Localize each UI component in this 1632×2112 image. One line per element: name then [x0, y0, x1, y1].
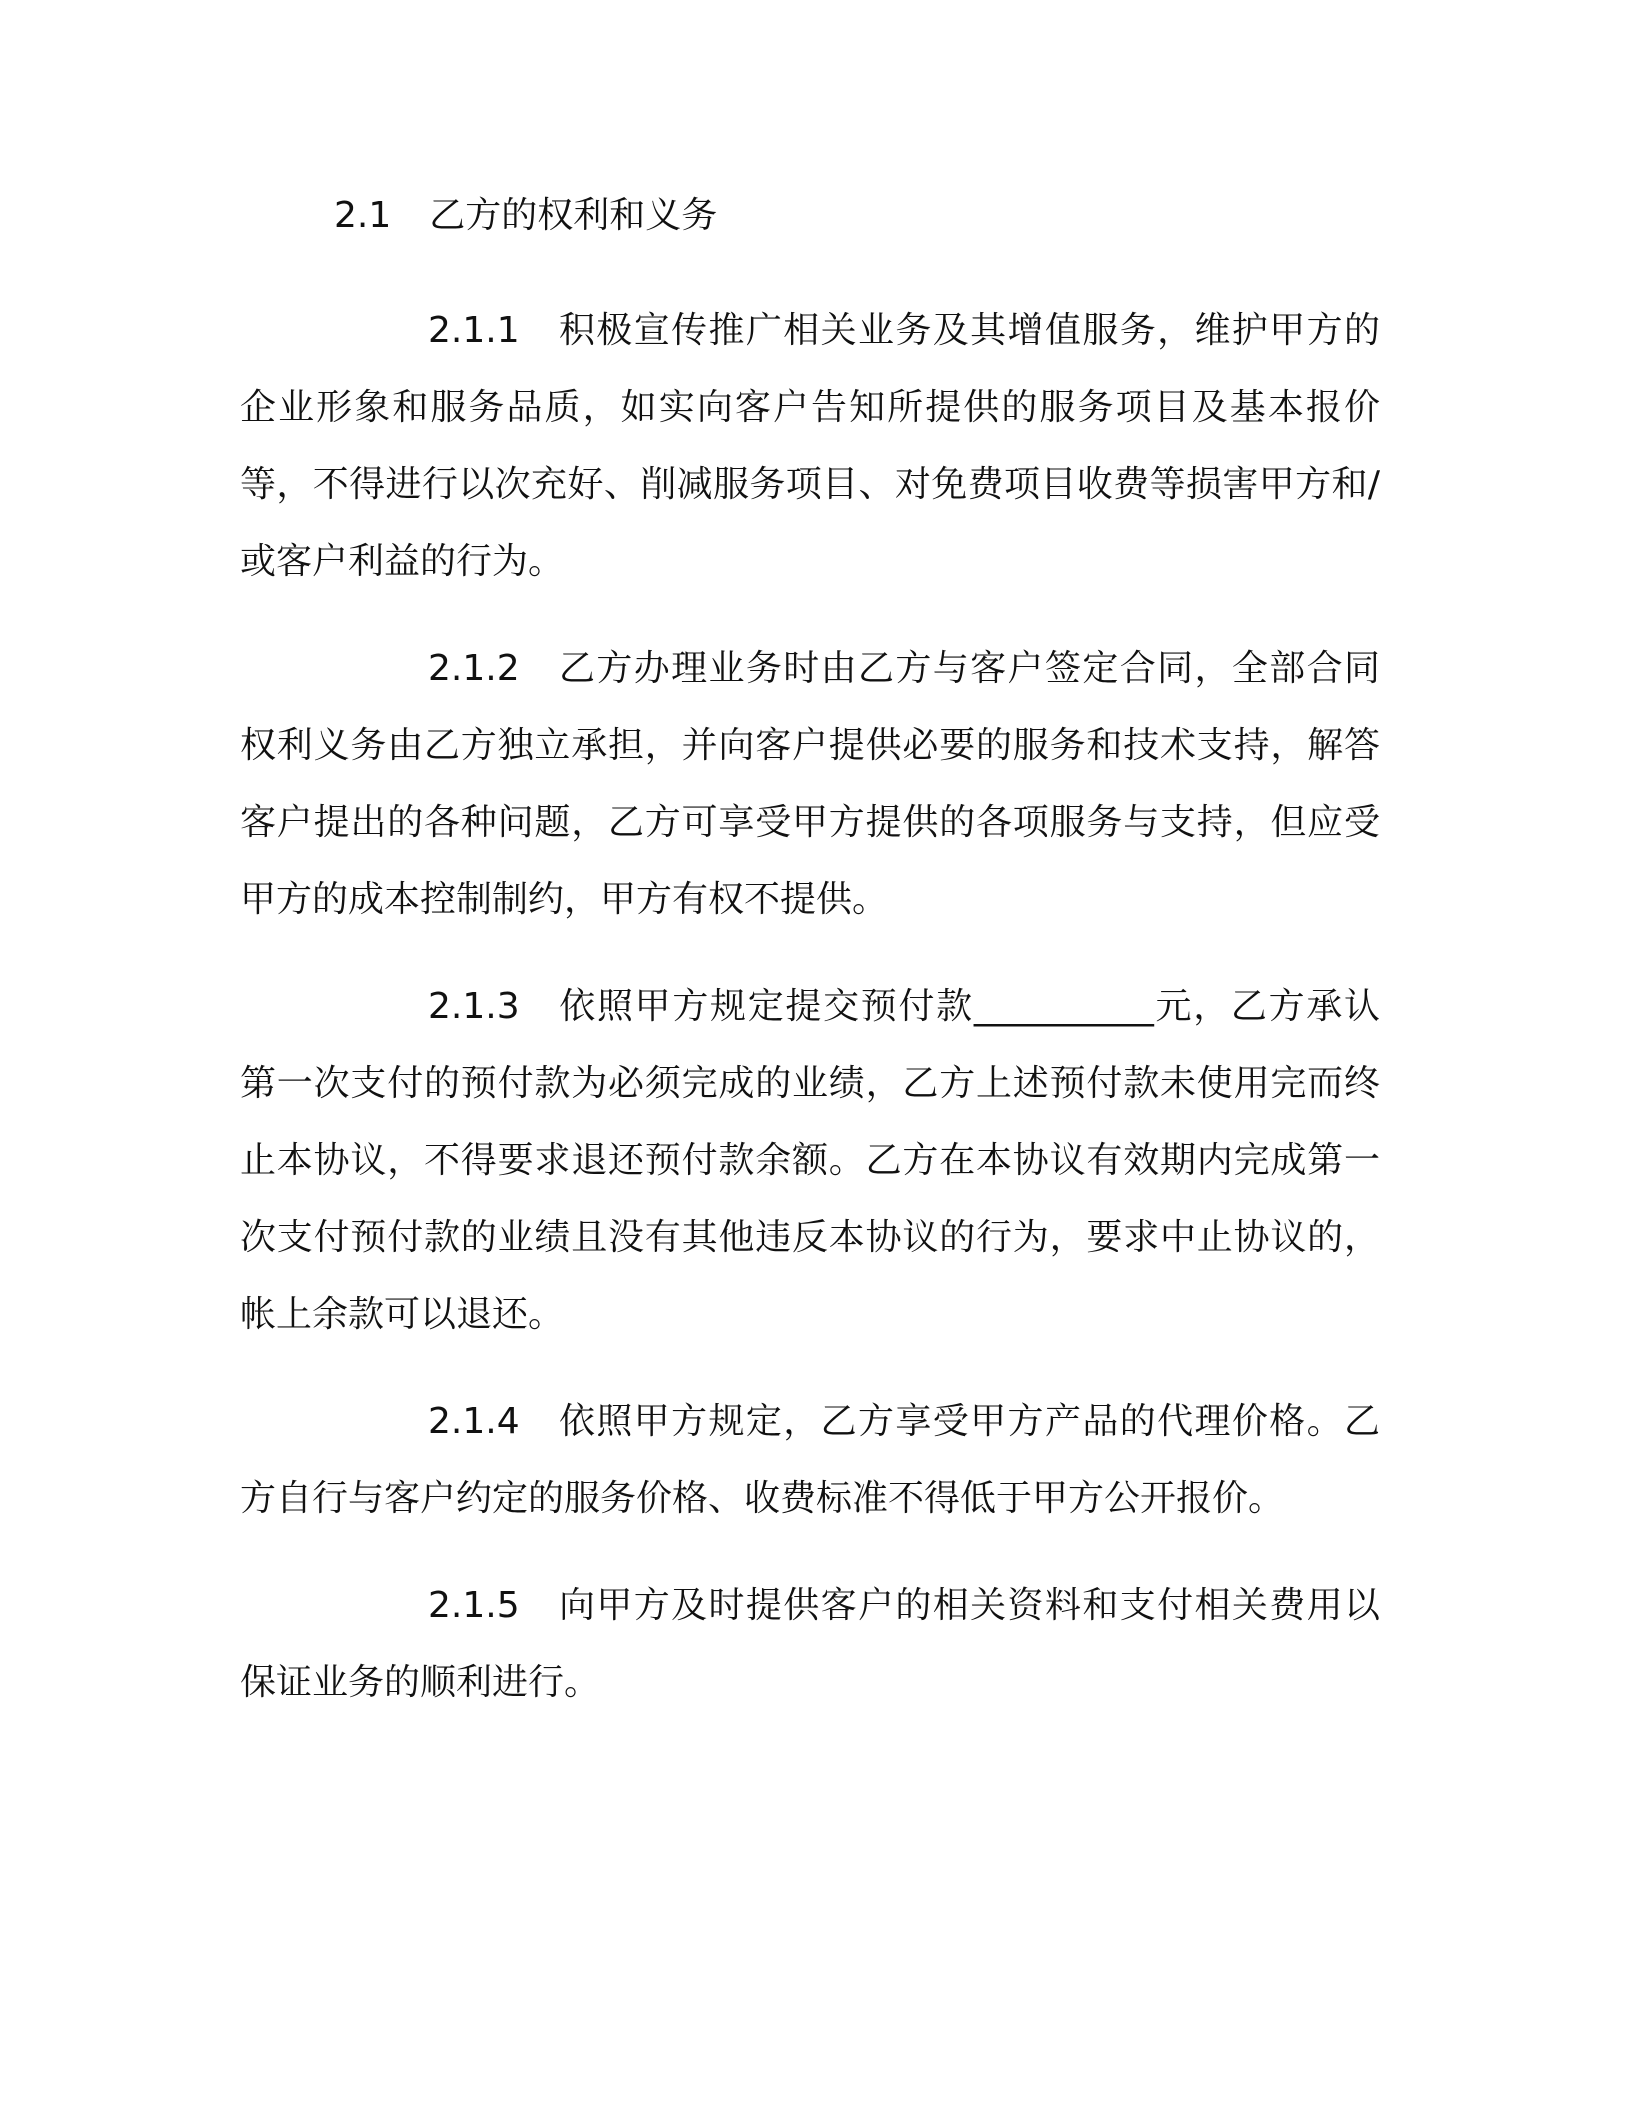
clause-2-1-2 [240, 630, 1380, 938]
document-body [240, 190, 1380, 1751]
clause-text: 依照甲方规定提交预付款__________元，乙方承认第一次支付的预付款为必须完成的业绩，乙方上述预付款未使用完而终止本协议，不得要求退还预付款余额。乙方在本协议有效期内完成第一次支付预付款的业绩且没有其他违反本协议的行为，要求中止协议的，帐上余款可以退还。 [240, 986, 1380, 1335]
clause-number: 2.1.5 [428, 1585, 520, 1626]
section-title: 乙方的权利和义务 [429, 195, 718, 236]
clause-2-1-3 [240, 968, 1380, 1353]
clause-number: 2.1.3 [428, 986, 520, 1027]
clause-number: 2.1.4 [428, 1401, 520, 1442]
clause-2-1-1 [240, 292, 1380, 600]
clause-number: 2.1.1 [428, 310, 520, 351]
clause-text: 依照甲方规定，乙方享受甲方产品的代理价格。乙方自行与客户约定的服务价格、收费标准不得低于甲方公开报价。 [240, 1401, 1380, 1519]
clause-2-1-5 [240, 1567, 1380, 1721]
section-heading [240, 190, 1380, 242]
clause-number: 2.1.2 [428, 648, 520, 689]
clause-2-1-4 [240, 1383, 1380, 1537]
clause-text: 乙方办理业务时由乙方与客户签定合同，全部合同权利义务由乙方独立承担，并向客户提供必要的服务和技术支持，解答客户提出的各种问题，乙方可享受甲方提供的各项服务与支持，但应受甲方的成本控制制约，甲方有权不提供。 [240, 648, 1380, 920]
clause-text: 积极宣传推广相关业务及其增值服务，维护甲方的企业形象和服务品质，如实向客户告知所提供的服务项目及基本报价等，不得进行以次充好、削减服务项目、对免费项目收费等损害甲方和/或客户利益的行为。 [240, 310, 1380, 582]
section-number: 2.1 [334, 195, 392, 236]
clause-text: 向甲方及时提供客户的相关资料和支付相关费用以保证业务的顺利进行。 [240, 1585, 1380, 1703]
